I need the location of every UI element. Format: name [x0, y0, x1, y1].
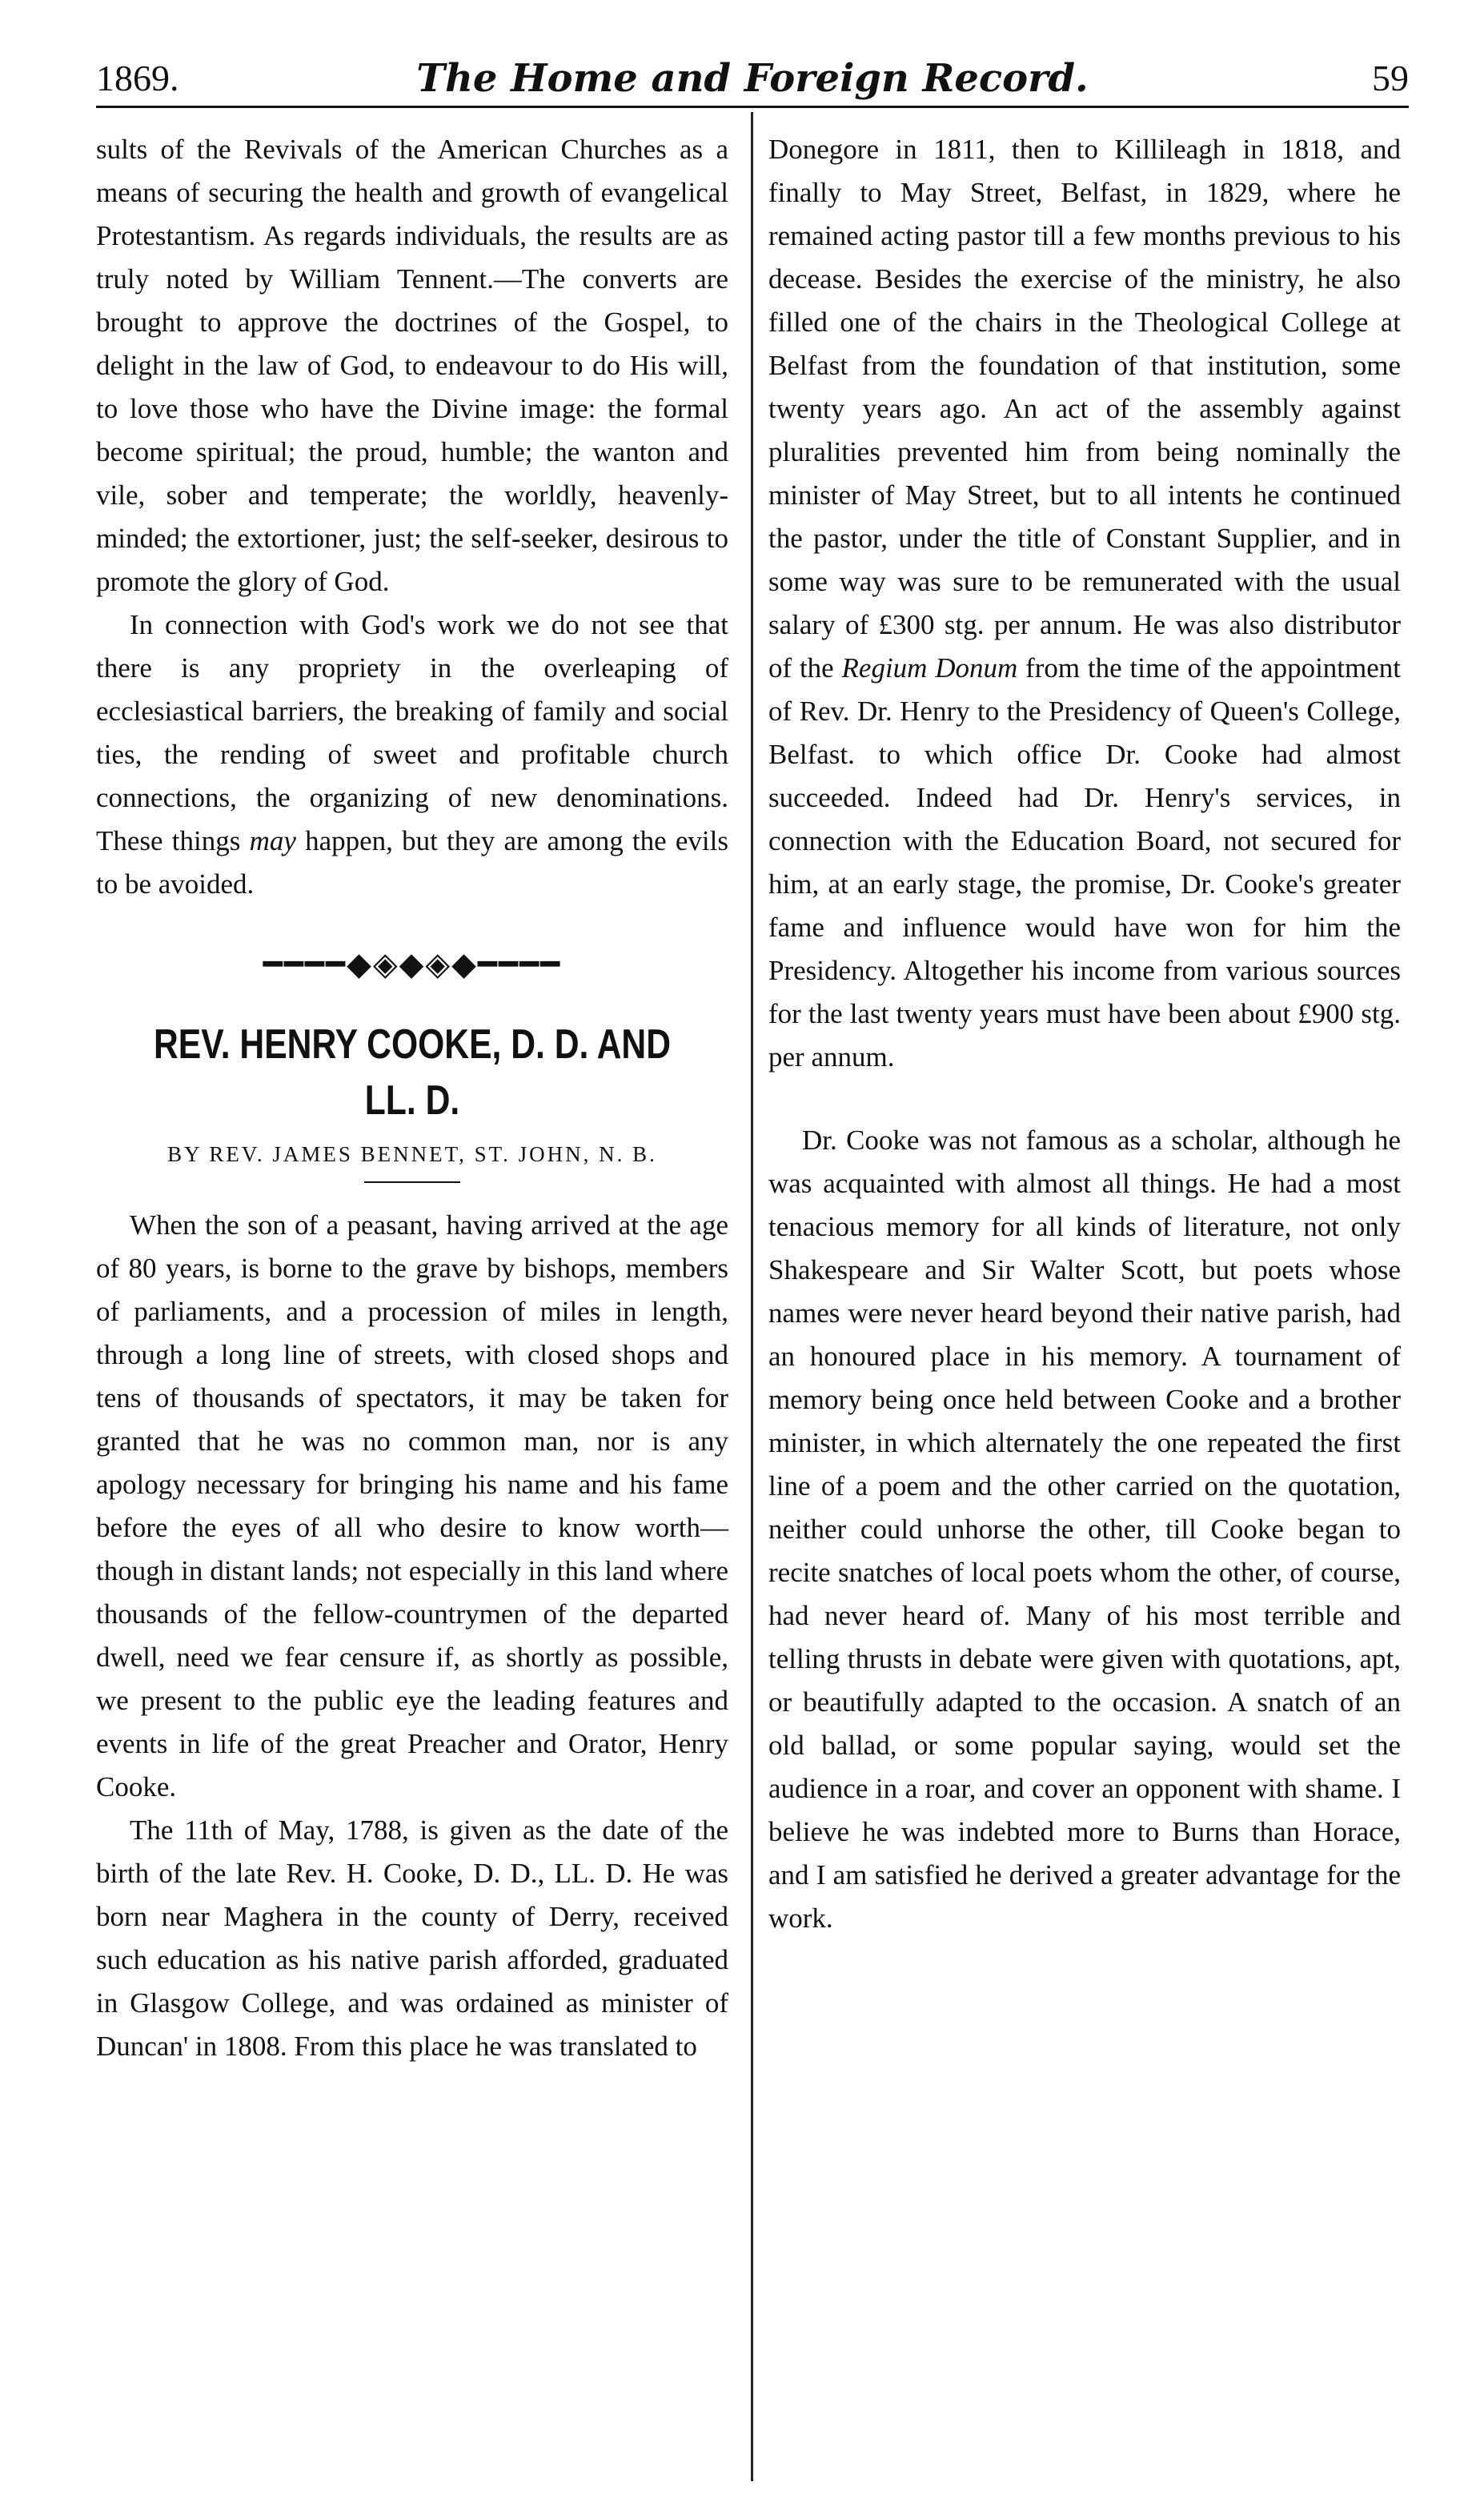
left-column	[96, 128, 728, 2068]
paragraph: When the son of a peasant, having arrived at the age of 80 years, is borne to the grave by bishops, members of parliaments, and a procession of miles in length, through a long line of streets, with closed shops and tens of thousands of spectators, it may be taken for granted that he was no common man, nor is any apology necessary for bringing his name and his fame before the eyes of all who desire to know worth—though in distant lands; not especially in this land where thousands of the fellow-countrymen of the departed dwell, need we fear censure if, as shortly as possible, we present to the public eye the leading features and events in life of the great Preacher and Orator, Henry Cooke.	[96, 1209, 728, 1802]
paragraph: Donegore in 1811, then to Killileagh in 1818, and finally to May Street, Belfast, in 1829, where he remained acting pastor till a few months previous to his decease. Besides the exercise of the ministry, he also filled one of the chairs in the Theological College at Belfast from the foundation of that institution, some twenty years ago. An act of the assembly against pluralities prevented him from being nominally the minister of May Street, but to all intents he continued the pastor, under the title of Constant Supplier, and in some way was sure to be remunerated with the usual salary of £300 stg. per annum. He was also distributor of the Regium Donum from the time of the appointment of Rev. Dr. Henry to the Presidency of Queen's College, Belfast. to which office Dr. Cooke had almost succeeded. Indeed had Dr. Henry's services, in connection with the Education Board, not secured for him, at an early stage, the promise, Dr. Cooke's greater fame and influence would have won for him the Presidency. Altogether his income from various sources for the last twenty years must have been about £900 stg. per annum.	[768, 134, 1402, 1073]
article-title: REV. HENRY COOKE, D. D. AND LL. D.	[153, 1021, 672, 1124]
column-divider	[751, 112, 753, 2481]
right-column	[768, 128, 1401, 1940]
header-rule	[96, 106, 1409, 108]
journal-title: The Home and Foreign Record.	[416, 56, 1089, 101]
running-header	[96, 46, 1409, 110]
byline: BY REV. JAMES BENNET, ST. JOHN, N. B.	[167, 1142, 657, 1166]
byline-rule	[364, 1181, 460, 1183]
paragraph: The 11th of May, 1788, is given as the date of the birth of the late Rev. H. Cooke, D. D., LL. D. He was born near Maghera in the county of Derry, received such education as his native parish afforded, graduated in Glasgow College, and was ordained as minister of Duncan' in 1808. From this place he was translated to	[96, 1814, 728, 2062]
paragraph: sults of the Revivals of the American Churches as a means of securing the health and growth of evangelical Protestantism. As regards individuals, the results are as truly noted by William Tennent.—The converts are brought to approve the doctrines of the Gospel, to delight in the law of God, to endeavour to do His will, to love those who have the Divine image: the formal become spiritual; the proud, humble; the wanton and vile, sober and temperate; the worldly, heavenly-minded; the extortioner, just; the self-seeker, desirous to promote the glory of God.	[96, 134, 728, 597]
paragraph: In connection with God's work we do not see that there is any propriety in the overleaping of ecclesiastical barriers, the breaking of family and social ties, the rending of sweet and profitable church connections, the organizing of new denominations. These things may happen, but they are among the evils to be avoided.	[96, 609, 728, 900]
ornamental-divider: ━━━━◆◈◆◈◆━━━━	[263, 946, 562, 982]
page-number: 59	[1372, 58, 1409, 98]
paragraph: Dr. Cooke was not famous as a scholar, although he was acquainted with almost all things. He had a most tenacious memory for all kinds of literature, not only Shakespeare and Sir Walter Scott, but poets whose names were never heard beyond their native parish, had an honoured place in his memory. A tournament of memory being once held between Cooke and a brother minister, in which alternately the one repeated the first line of a poem and the other carried on the quotation, neither could unhorse the other, till Cooke began to recite snatches of local poets whom the other, of course, had never heard of. Many of his most terrible and telling thrusts in debate were given with quotations, apt, or beautifully adapted to the occasion. A snatch of an old ballad, or some popular saying, would set the audience in a roar, and cover an opponent with shame. I believe he was indebted more to Burns than Horace, and I am satisfied he derived a greater advantage for the work.	[768, 1125, 1401, 1934]
header-year: 1869.	[96, 58, 179, 98]
